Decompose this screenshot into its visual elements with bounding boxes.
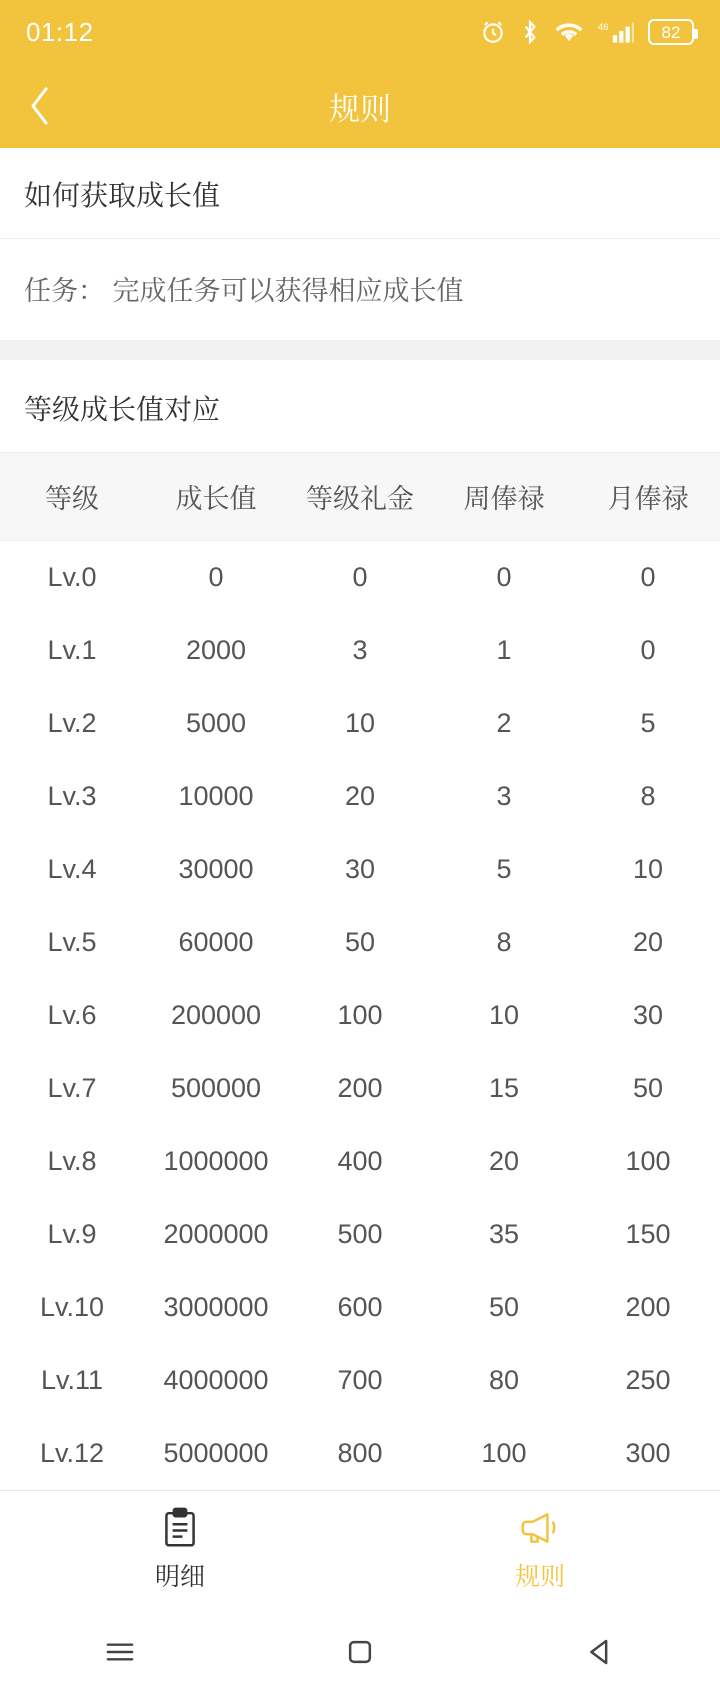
table-cell: 2000 [185,635,247,665]
section-divider [0,340,720,360]
table-cell: 20 [632,927,664,957]
signal-icon [598,19,634,45]
table-cell: Lv.10 [39,1292,105,1322]
table-row [0,1417,720,1490]
table-header-row [0,453,720,541]
table-cell: 2 [496,708,512,738]
table-cell: Lv.7 [47,1073,97,1103]
menu-icon [103,1635,137,1674]
table-cell: 0 [208,562,224,592]
wifi-icon [554,20,584,44]
table-cell: 1000000 [163,1146,269,1176]
table-cell: 600 [337,1292,383,1322]
table-cell: 500000 [170,1073,262,1103]
battery-icon [648,19,694,45]
tab-detail-label: 明细 [154,1562,205,1591]
tab-detail[interactable] [0,1491,360,1608]
table-cell: 30000 [178,854,254,884]
table-cell: 30 [632,1000,664,1030]
status-bar [0,0,720,64]
table-cell: Lv.4 [47,854,97,884]
table-header-cell: 成长值 [144,453,288,541]
table-row [0,1344,720,1417]
status-icons [480,19,694,45]
nav-home-button[interactable] [305,1608,415,1700]
table-cell: 35 [488,1219,520,1249]
table-cell: 100 [481,1438,527,1468]
table-cell: 5 [640,708,656,738]
table-row [0,1125,720,1198]
table-cell: 60000 [178,927,254,957]
table-cell: Lv.3 [47,781,97,811]
table-header-cell: 等级礼金 [288,453,432,541]
nav-menu-button[interactable] [65,1608,175,1700]
table-cell: 50 [488,1292,520,1322]
table-cell: 8 [640,781,656,811]
table-cell: 0 [496,562,512,592]
table-cell: Lv.6 [47,1000,97,1030]
level-growth-table-title: 等级成长值对应 [24,394,221,425]
table-cell: 700 [337,1365,383,1395]
table-cell: Lv.0 [47,562,97,592]
table-cell: 0 [640,635,656,665]
table-header-cell: 月俸禄 [576,453,720,541]
table-cell: 0 [640,562,656,592]
level-growth-table [0,452,720,1490]
table-cell: 4000000 [163,1365,269,1395]
table-cell: 5 [496,854,512,884]
table-cell: 3 [352,635,368,665]
table-header-cell: 周俸禄 [432,453,576,541]
table-cell: 20 [344,781,376,811]
table-cell: 300 [625,1438,671,1468]
alarm-icon [480,19,506,45]
back-button[interactable] [0,64,80,148]
table-row [0,906,720,979]
table-cell: 3000000 [163,1292,269,1322]
bluetooth-icon [520,19,540,45]
table-cell: 5000 [185,708,247,738]
how-to-get-growth-title: 如何获取成长值 [0,148,720,239]
table-cell: 800 [337,1438,383,1468]
battery-level: 82 [661,22,681,42]
table-cell: 15 [488,1073,520,1103]
table-row [0,1198,720,1271]
home-icon [344,1636,376,1673]
table-cell: 30 [344,854,376,884]
table-row [0,979,720,1052]
clipboard-icon [160,1507,200,1549]
status-time: 01:12 [26,16,94,47]
table-cell: 0 [352,562,368,592]
table-cell: 10 [488,1000,520,1030]
content-area [0,148,720,1490]
table-cell: 50 [632,1073,664,1103]
table-row [0,833,720,906]
table-cell: 400 [337,1146,383,1176]
megaphone-icon [519,1507,561,1549]
table-cell: 100 [337,1000,383,1030]
table-cell: Lv.8 [47,1146,97,1176]
table-cell: 250 [625,1365,671,1395]
table-cell: 3 [496,781,512,811]
table-cell: 150 [625,1219,671,1249]
svg-text:46: 46 [598,21,609,33]
table-row [0,1271,720,1344]
table-row [0,614,720,687]
table-cell: Lv.12 [39,1438,105,1468]
table-cell: 1 [496,635,512,665]
table-cell: 5000000 [163,1438,269,1468]
table-cell: 200 [625,1292,671,1322]
nav-back-button[interactable] [545,1608,655,1700]
table-row [0,760,720,833]
table-cell: 10 [632,854,664,884]
table-cell: 80 [488,1365,520,1395]
table-cell: 2000000 [163,1219,269,1249]
table-cell: 10 [344,708,376,738]
table-cell: Lv.1 [47,635,97,665]
table-cell: 200 [337,1073,383,1103]
table-header-cell: 等级 [0,453,144,541]
table-cell: Lv.9 [47,1219,97,1249]
table-cell: 20 [488,1146,520,1176]
table-row [0,1052,720,1125]
table-cell: 100 [625,1146,671,1176]
table-cell: 10000 [178,781,254,811]
tab-rules-label: 规则 [514,1562,565,1591]
table-cell: 500 [337,1219,383,1249]
page-title: 规则 [329,91,391,127]
table-row [0,687,720,760]
table-cell: Lv.5 [47,927,97,957]
table-cell: Lv.11 [40,1365,104,1395]
android-nav-bar [0,1608,720,1700]
table-cell: Lv.2 [47,708,97,738]
table-cell: 200000 [170,1000,262,1030]
table-row [0,541,720,615]
title-bar [0,64,720,148]
bottom-tab-bar [0,1490,720,1608]
task-description-row: 任务： 完成任务可以获得相应成长值 [24,276,464,306]
back-icon [584,1636,616,1673]
back-chevron-icon [28,85,52,127]
table-cell: 50 [344,927,376,957]
tab-rules[interactable] [360,1491,720,1608]
table-cell: 8 [496,927,512,957]
